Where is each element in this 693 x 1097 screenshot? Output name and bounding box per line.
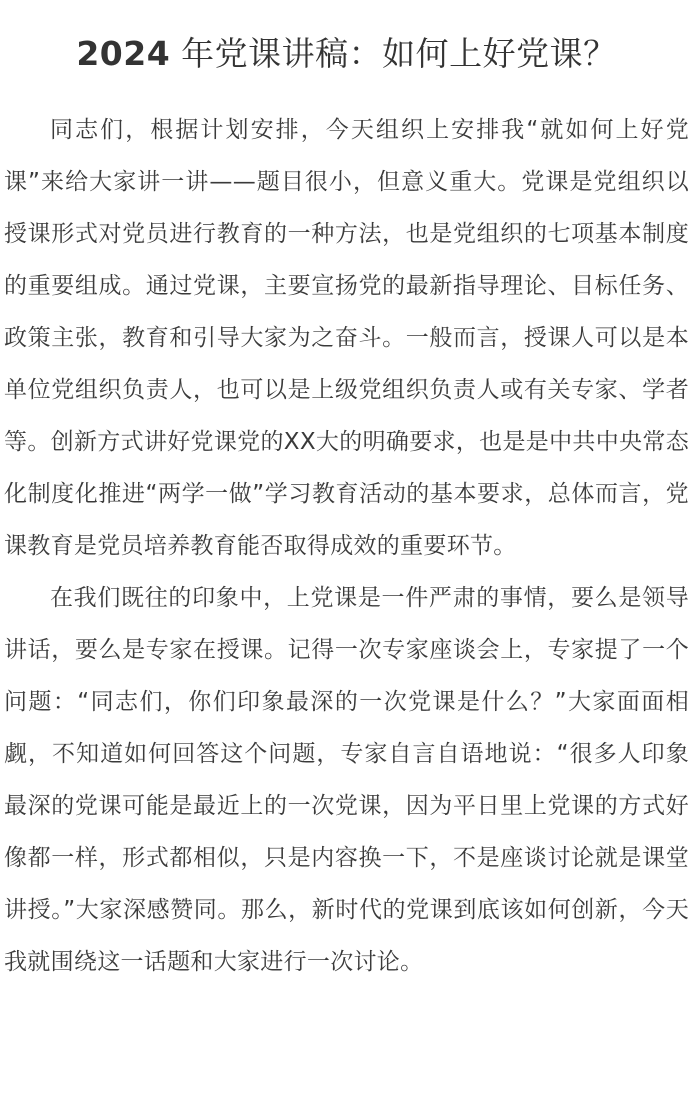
article-body <box>4 104 689 988</box>
paragraph-2: 在我们既往的印象中，上党课是一件严肃的事情，要么是领导讲话，要么是专家在授课。记得一次专家座谈会上，专家提了一个问题：“同志们，你们印象最深的一次党课是什么？”大家面面相觑，不知道如何回答这个问题，专家自言自语地说：“很多人印象最深的党课可能是最近上的一次党课，因为平日里上党课的方式好像都一样，形式都相似，只是内容换一下，不是座谈讨论就是课堂讲授。”大家深感赞同。那么，新时代的党课到底该如何创新，今天我就围绕这一话题和大家进行一次讨论。 <box>4 585 689 975</box>
document-title <box>4 0 689 78</box>
title-year: 2024 <box>76 34 171 73</box>
paragraph-1: 同志们，根据计划安排，今天组织上安排我“就如何上好党课”来给大家讲一讲——题目很小，但意义重大。党课是党组织以授课形式对党员进行教育的一种方法，也是党组织的七项基本制度的重要组成。通过党课，主要宣扬党的最新指导理论、目标任务、政策主张，教育和引导大家为之奋斗。一般而言，授课人可以是本单位党组织负责人，也可以是上级党组织负责人或有关专家、学者等。创新方式讲好党课党的XX大的明确要求，也是是中共中央常态化制度化推进“两学一做”学习教育活动的基本要求，总体而言，党课教育是党员培养教育能否取得成效的重要环节。 <box>4 117 689 559</box>
title-text: 年党课讲稿：如何上好党课？ <box>170 34 617 73</box>
